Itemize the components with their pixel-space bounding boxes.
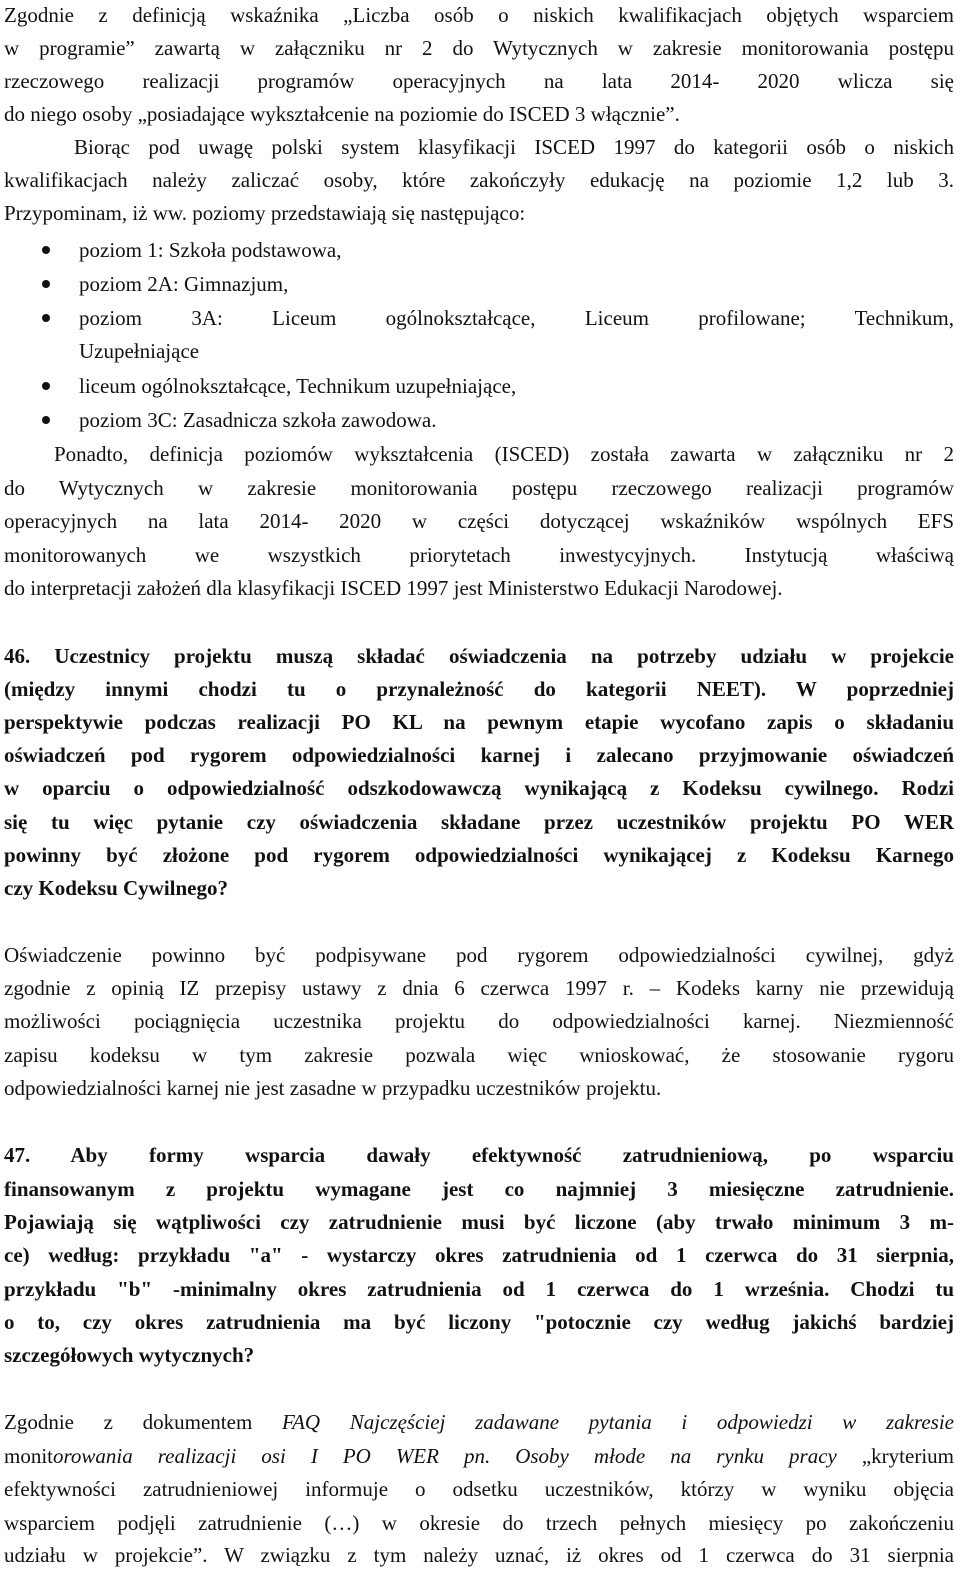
answer-47-line: udziału w projekcie”. W związku z tym należy uznać, iż okres od 1 czerwca do 31 sierpnia [4,1543,954,1567]
bullet-dot [42,246,50,254]
question-47-line: 47. Aby formy wsparcia dawały efektywność zatrudnieniową, po wsparciu [4,1143,954,1167]
paragraph-1-line: rzeczowego realizacji programów operacyjnych na lata 2014- 2020 wlicza się [4,69,954,93]
answer-47-line [4,1407,954,1437]
paragraph-1-line: do niego osoby „posiadające wykształcenie na poziomie do ISCED 3 włącznie”. [4,102,680,126]
question-47-line: przykładu "b" -minimalny okres zatrudnienia od 1 czerwca do 1 września. Chodzi tu [4,1277,954,1301]
level-item-continuation: Uzupełniające [79,339,200,363]
answer-46-line: zgodnie z opinią IZ przepisy ustawy z dnia 6 czerwca 1997 r. – Kodeks karny nie przewidują [4,976,954,1000]
answer-47-text: „kryterium [836,1444,954,1468]
paragraph-2-line: Biorąc pod uwagę polski system klasyfikacji ISCED 1997 do kategorii osób o niskich [74,135,954,159]
answer-46-line: Oświadczenie powinno być podpisywane pod rygorem odpowiedzialności cywilnej, gdyż [4,943,954,967]
paragraph-3-line: do Wytycznych w zakresie monitorowania postępu rzeczowego realizacji programów [4,476,954,500]
answer-47-text: Zgodnie z dokumentem [4,1410,282,1434]
question-46-line: (między innymi chodzi tu o przynależność do kategorii NEET). W poprzedniej [4,677,954,701]
question-47-line: Pojawiają się wątpliwości czy zatrudnienie musi być liczone (aby trwało minimum 3 m- [4,1210,954,1234]
level-item: poziom 3A: Liceum ogólnokształcące, Liceum profilowane; Technikum, [79,306,954,330]
question-47-line: szczegółowych wytycznych? [4,1343,255,1367]
question-46-line: powinny być złożone pod rygorem odpowiedzialności wynikającej z Kodeksu Karnego [4,843,954,867]
paragraph-3-line: operacyjnych na lata 2014- 2020 w części dotyczącej wskaźników wspólnych EFS [4,509,954,533]
paragraph-3-line: do interpretacji założeń dla klasyfikacji ISCED 1997 jest Ministerstwo Edukacji Narodowej. [4,576,783,600]
question-46-line: perspektywie podczas realizacji PO KL na pewnym etapie wycofano zapis o składaniu [4,710,954,734]
answer-46-line: możliwości pociągnięcia uczestnika projektu do odpowiedzialności karnej. Niezmienność [4,1009,954,1033]
paragraph-2-line: kwalifikacjach należy zaliczać osoby, które zakończyły edukację na poziomie 1,2 lub 3. [4,168,954,192]
paragraph-3-line: monitorowanych we wszystkich priorytetach inwestycyjnych. Instytucją właściwą [4,543,954,567]
question-46-line: oświadczeń pod rygorem odpowiedzialności karnej i zalecano przyjmowanie oświadczeń [4,743,954,767]
answer-47-line [4,1441,954,1471]
level-item: poziom 3C: Zasadnicza szkoła zawodowa. [79,408,437,432]
bullet-dot [42,382,50,390]
bullet-dot [42,416,50,424]
question-47-line: o to, czy okres zatrudnienia ma być liczony "potocznie czy według jakichś bardziej [4,1310,954,1334]
answer-47-line: efektywności zatrudnieniowej informuje o odsetku uczestników, którzy w wyniku objęcia [4,1477,954,1501]
question-46-line: w oparciu o odpowiedzialność odszkodowawczą wynikającą z Kodeksu cywilnego. Rodzi [4,776,954,800]
faq-document-title: FAQ Najczęściej zadawane pytania i odpowiedzi w zakresie [281,1410,954,1434]
paragraph-1-line: Zgodnie z definicją wskaźnika „Liczba osób o niskich kwalifikacjach objętych wsparciem [4,3,954,27]
answer-46-line: zapisu kodeksu w tym zakresie pozwala więc wnioskować, że stosowanie rygoru [4,1043,954,1067]
question-46-line: 46. Uczestnicy projektu muszą składać oświadczenia na potrzeby udziału w projekcie [4,644,954,668]
paragraph-1-line: w programie” zawartą w załączniku nr 2 do Wytycznych w zakresie monitorowania postępu [4,36,954,60]
paragraph-3-line: Ponadto, definicja poziomów wykształcenia (ISCED) została zawarta w załączniku nr 2 [54,442,954,466]
question-47-line: ce) według: przykładu "a" - wystarczy okres zatrudnienia od 1 czerwca do 31 sierpnia, [4,1243,954,1267]
answer-46-line: odpowiedzialności karnej nie jest zasadne w przypadku uczestników projektu. [4,1076,662,1100]
level-item: poziom 1: Szkoła podstawowa, [79,238,342,262]
level-item: liceum ogólnokształcące, Technikum uzupełniające, [79,374,517,398]
bullet-dot [42,314,50,322]
answer-47-text: monit [4,1444,54,1468]
question-47-line: finansowanym z projektu wymagane jest co najmniej 3 miesięczne zatrudnienie. [4,1177,954,1201]
answer-47-line: wsparciem podjęli zatrudnienie (…) w okresie do trzech pełnych miesięcy po zakończeniu [4,1511,954,1535]
question-46-line: się tu więc pytanie czy oświadczenia składane przez uczestników projektu PO WER [4,810,954,834]
bullet-dot [42,280,50,288]
paragraph-2-line: Przypominam, iż ww. poziomy przedstawiają się następująco: [4,201,526,225]
level-item: poziom 2A: Gimnazjum, [79,272,289,296]
question-46-line: czy Kodeksu Cywilnego? [4,876,229,900]
faq-document-title: orowania realizacji osi I PO WER pn. Osoby młode na rynku pracy [53,1444,837,1468]
